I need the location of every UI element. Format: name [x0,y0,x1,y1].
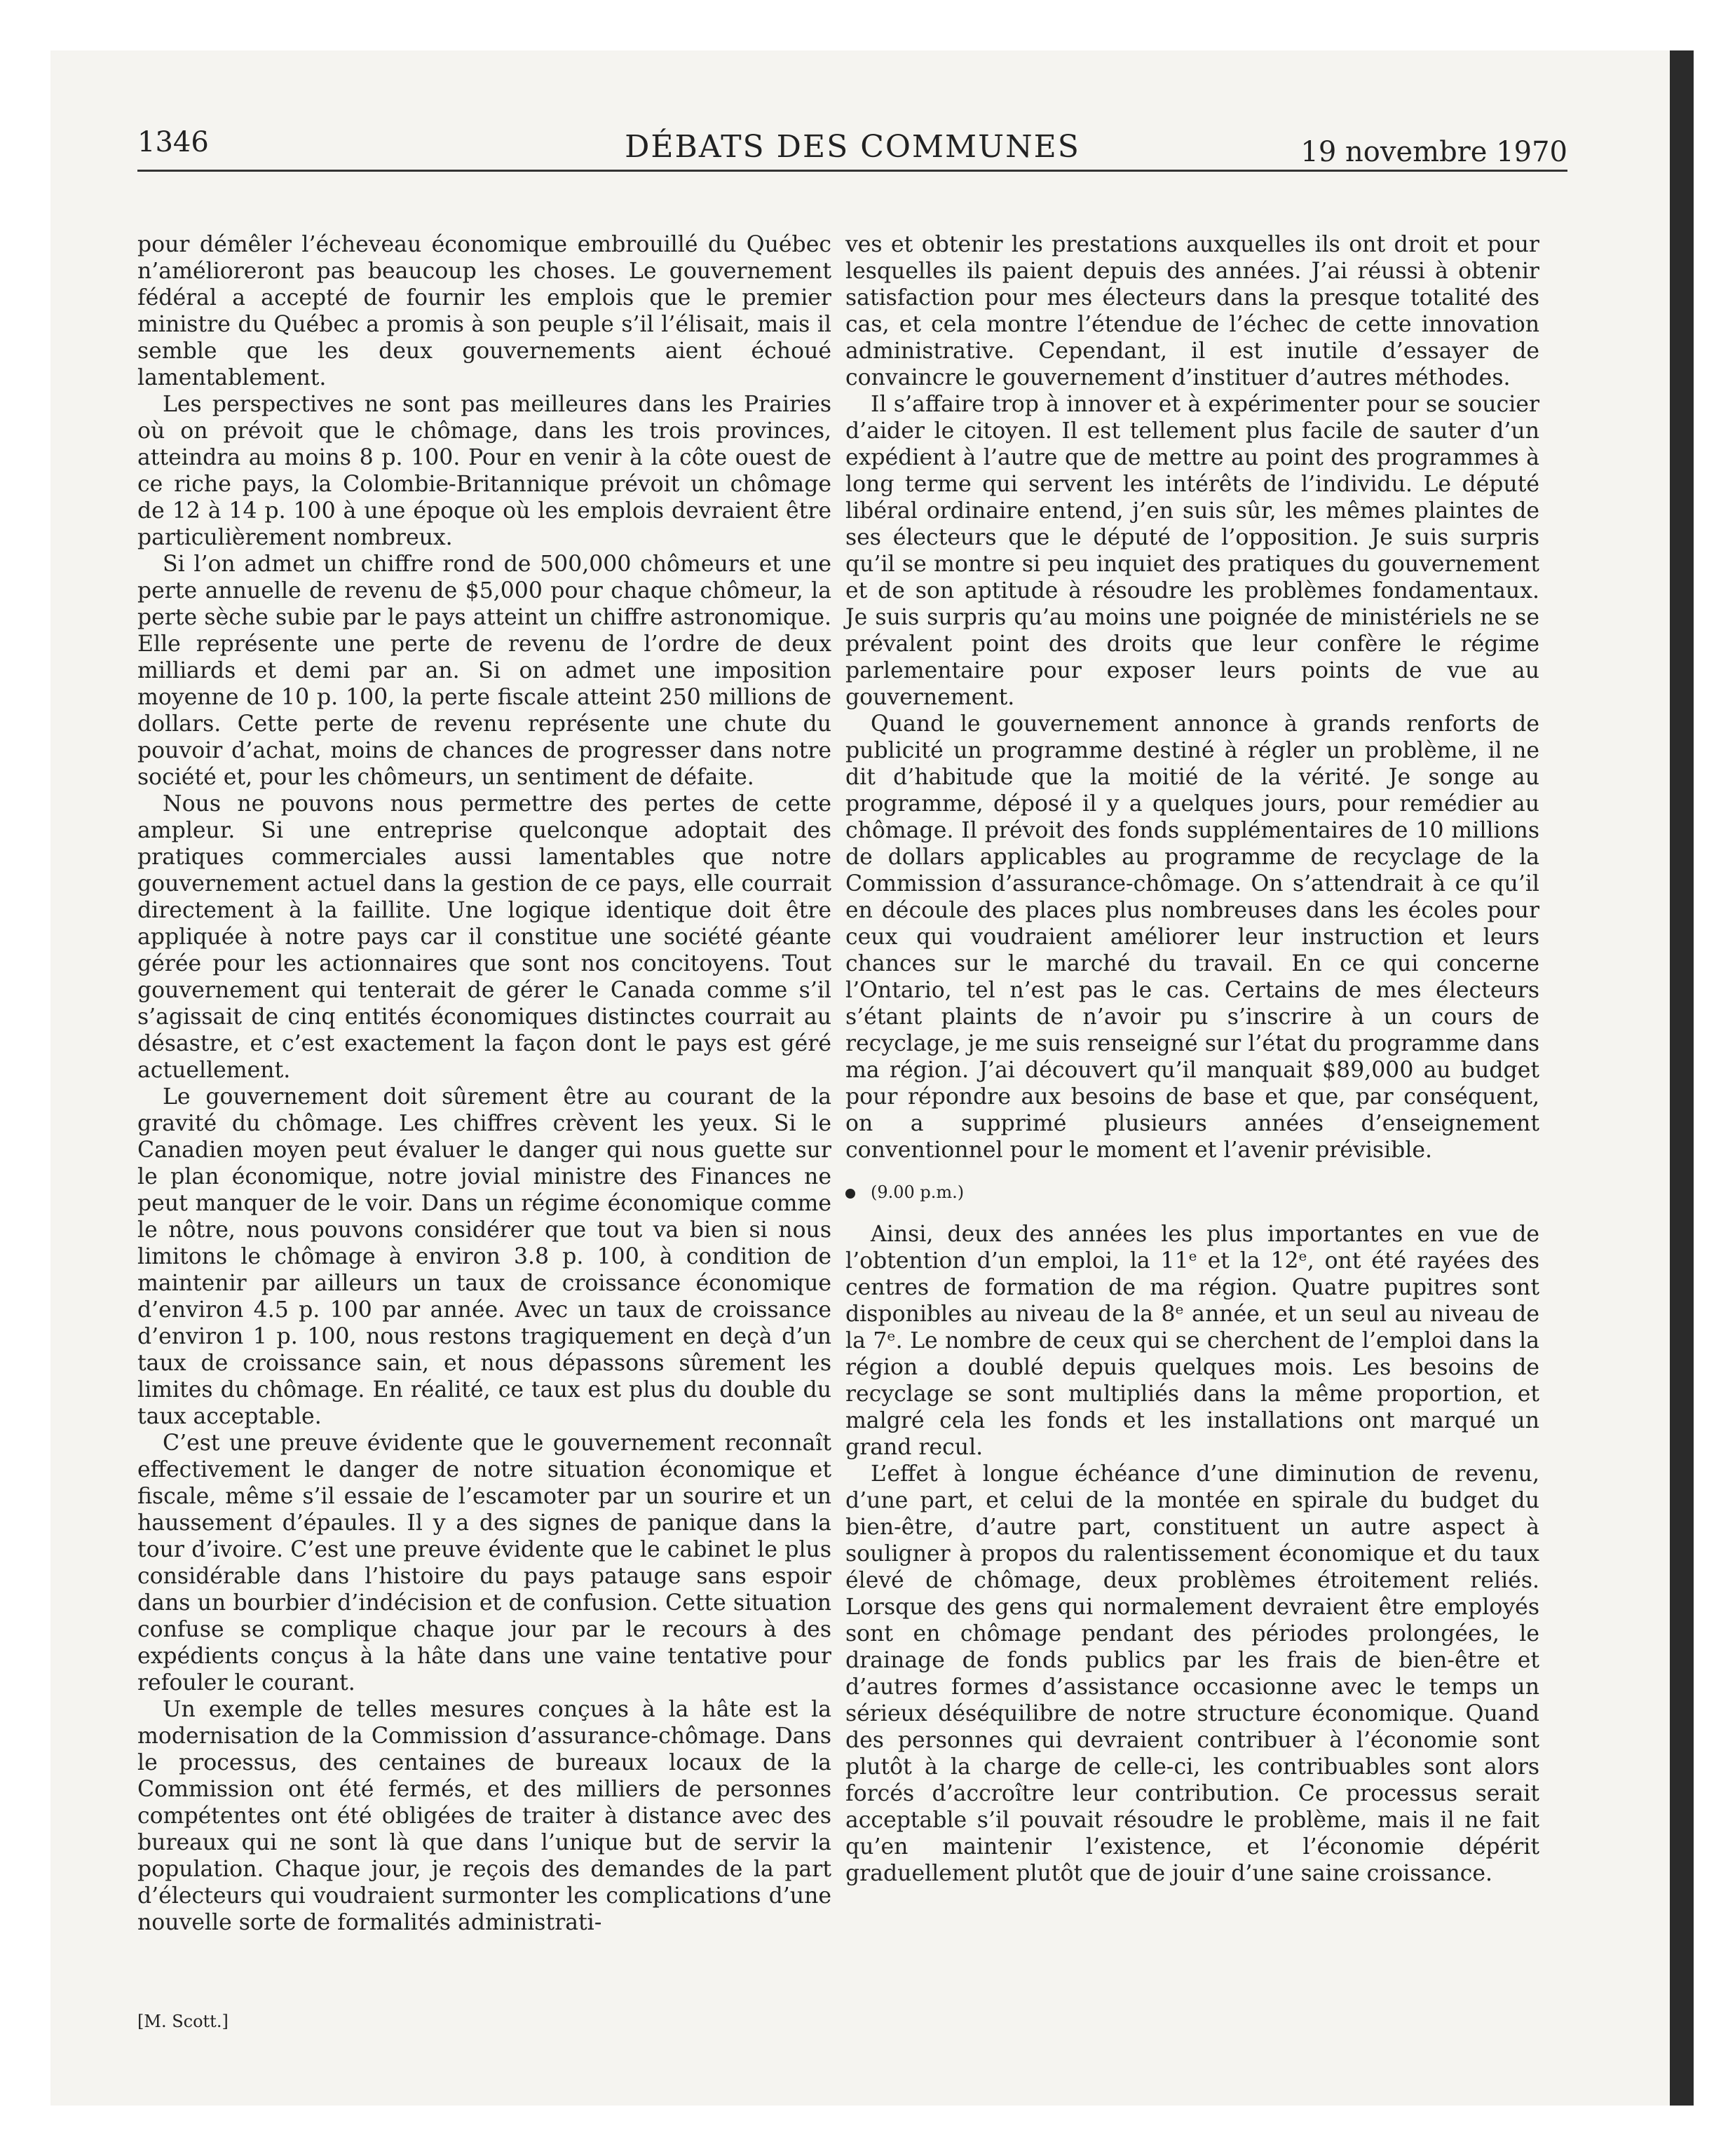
paragraph: Nous ne pouvons nous permettre des pertes de cette ampleur. Si une entreprise quelconque adoptait des pratiques commerciales aussi lamentables que notre gouvernement actuel dans la gestion de ce pays, elle courrait directement à la faillite. Une logique identique doit être appliquée à notre pays car il constitue une société géante gérée pour les actionnaires que sont nos concitoyens. Tout gouvernement qui tenterait de gérer le Canada comme s’il s’agissait de cinq entités économiques distinctes courrait au désastre, et c’est exactement la façon dont le pays est géré actuellement. [137,791,831,1083]
paragraph: Les perspectives ne sont pas meilleures dans les Prairies où on prévoit que le chômage, dans les trois provinces, atteindra au moins 8 p. 100. Pour en venir à la côte ouest de ce riche pays, la Colombie-Britannique prévoit un chômage de 12 à 14 p. 100 à une époque où les emplois devraient être particulièrement nombreux. [137,392,831,550]
page-date: 19 novembre 1970 [1300,136,1567,168]
bullet-icon [845,1189,855,1199]
page-title: DÉBATS DES COMMUNES [625,129,1080,165]
scan-edge-bar [1670,50,1694,2106]
paragraph: Le gouvernement doit sûrement être au courant de la gravité du chômage. Les chiffres crèvent les yeux. Si le Canadien moyen peut évaluer le danger qui nous guette sur le plan économique, notre jovial ministre des Finances ne peut manquer de le voir. Dans un régime économique comme le nôtre, nous pouvons considérer que tout va bien si nous limitons le chômage à environ 3.8 p. 100, à condition de maintenir par ailleurs un taux de croissance économique d’environ 4.5 p. 100 par année. Avec un taux de croissance d’environ 1 p. 100, nous restons tragiquement en deçà d’un taux de croissance sain, et nous dépassons sûrement les limites du chômage. En réalité, ce taux est plus du double du taux acceptable. [137,1084,831,1429]
paragraph: Ainsi, deux des années les plus importantes en vue de l’obtention d’un emploi, la 11ᵉ et la 12ᵉ, ont été rayées des centres de formation de ma région. Quatre pupitres sont disponibles au niveau de la 8ᵉ année, et un seul au niveau de la 7ᵉ. Le nombre de ceux qui se cherchent de l’emploi dans la région a doublé depuis quelques mois. Les besoins de recyclage se sont multipliés dans la même proportion, et malgré cela les fonds et les installations ont marqué un grand recul. [845,1222,1539,1460]
paragraph: Il s’affaire trop à innover et à expérimenter pour se soucier d’aider le citoyen. Il est tellement plus facile de sauter d’un expédient à l’autre que de mettre au point des programmes à long terme qui servent les intérêts de l’individu. Le député libéral ordinaire entend, j’en suis sûr, les mêmes plaintes de ses électeurs que le député de l’opposition. Je suis surpris qu’il se montre si peu inquiet des pratiques du gouvernement et de son aptitude à résoudre les problèmes fondamentaux. Je suis surpris qu’au moins une poignée de ministériels ne se prévalent point des droits que leur confère le régime parlementaire pour exposer leurs points de vue au gouvernement. [845,392,1539,710]
paragraph: C’est une preuve évidente que le gouvernement reconnaît effectivement le danger de notre situation économique et fiscale, même s’il essaie de l’escamoter par un sourire et un haussement d’épaules. Il y a des signes de panique dans la tour d’ivoire. C’est une preuve évidente que le cabinet le plus considérable dans l’histoire du pays patauge sans espoir dans un bourbier d’indécision et de confusion. Cette situation confuse se complique chaque jour par le recours à des expédients conçus à la hâte dans une vaine tentative pour refouler le courant. [137,1431,831,1696]
right-column [845,231,1539,1887]
left-column [137,231,831,1936]
paragraph: Si l’on admet un chiffre rond de 500,000 chômeurs et une perte annuelle de revenu de $5,000 pour chaque chômeur, la perte sèche subie par le pays atteint un chiffre astronomique. Elle représente une perte de revenu de l’ordre de deux milliards et demi par an. Si on admet une imposition moyenne de 10 p. 100, la perte fiscale atteint 250 millions de dollars. Cette perte de revenu représente une chute du pouvoir d’achat, moins de chances de progresser dans notre société et, pour les chômeurs, un sentiment de défaite. [137,552,831,790]
paragraph: pour démêler l’écheveau économique embrouillé du Québec n’amélioreront pas beaucoup les choses. Le gouvernement fédéral a accepté de fournir les emplois que le premier ministre du Québec a promis à son peuple s’il l’élisait, mais il semble que les deux gouvernements aient échoué lamentablement. [137,232,831,390]
page-header [137,121,1567,172]
speaker-attribution: [M. Scott.] [137,2012,229,2031]
time-marker [845,1182,1539,1203]
paragraph: ves et obtenir les prestations auxquelles ils ont droit et pour lesquelles ils paient depuis des années. J’ai réussi à obtenir satisfaction pour mes électeurs dans la presque totalité des cas, et cela montre l’étendue de l’échec de cette innovation administrative. Cependant, il est inutile d’essayer de convaincre le gouvernement d’instituer d’autres méthodes. [845,232,1539,390]
page-number: 1346 [137,126,209,158]
paragraph: Un exemple de telles mesures conçues à la hâte est la modernisation de la Commission d’assurance-chômage. Dans le processus, des centaines de bureaux locaux de la Commission ont été fermés, et des milliers de personnes compétentes ont été obligées de traiter à distance avec des bureaux qui ne sont là que dans l’unique but de servir la population. Chaque jour, je reçois des demandes de la part d’électeurs qui voudraient surmonter les complications d’une nouvelle sorte de formalités administrati- [137,1697,831,1935]
time-marker-text: (9.00 p.m.) [871,1182,965,1202]
paragraph: L’effet à longue échéance d’une diminution de revenu, d’une part, et celui de la montée en spirale du budget du bien-être, d’autre part, constituent un autre aspect à souligner à propos du ralentissement économique et du taux élevé de chômage, deux problèmes étroitement reliés. Lorsque des gens qui normalement devraient être employés sont en chômage pendant des périodes prolongées, le drainage de fonds publics par les frais de bien-être et d’autres formes d’assistance occasionne avec le temps un sérieux déséquilibre de notre structure économique. Quand des personnes qui devraient contribuer à l’économie sont plutôt à la charge de celle-ci, les contribuables sont alors forcés d’accroître leur contribution. Ce processus serait acceptable s’il pouvait résoudre le problème, mais il ne fait qu’en maintenir l’existence, et l’économie dépérit graduellement plutôt que de jouir d’une saine croissance. [845,1461,1539,1886]
paragraph: Quand le gouvernement annonce à grands renforts de publicité un programme destiné à régler un problème, il ne dit d’habitude que la moitié de la vérité. Je songe au programme, déposé il y a quelques jours, pour remédier au chômage. Il prévoit des fonds supplémentaires de 10 millions de dollars applicables au programme de recyclage de la Commission d’assurance-chômage. On s’attendrait à ce qu’il en découle des places plus nombreuses dans les écoles pour ceux qui voudraient améliorer leur instruction et leurs chances sur le marché du travail. En ce qui concerne l’Ontario, tel n’est pas le cas. Certains de mes électeurs s’étant plaints de n’avoir pu s’inscrire à un cours de recyclage, je me suis renseigné sur l’état du programme dans ma région. J’ai découvert qu’il manquait $89,000 au budget pour répondre aux besoins de base et que, par conséquent, on a supprimé plusieurs années d’enseignement conventionnel pour le moment et l’avenir prévisible. [845,711,1539,1163]
